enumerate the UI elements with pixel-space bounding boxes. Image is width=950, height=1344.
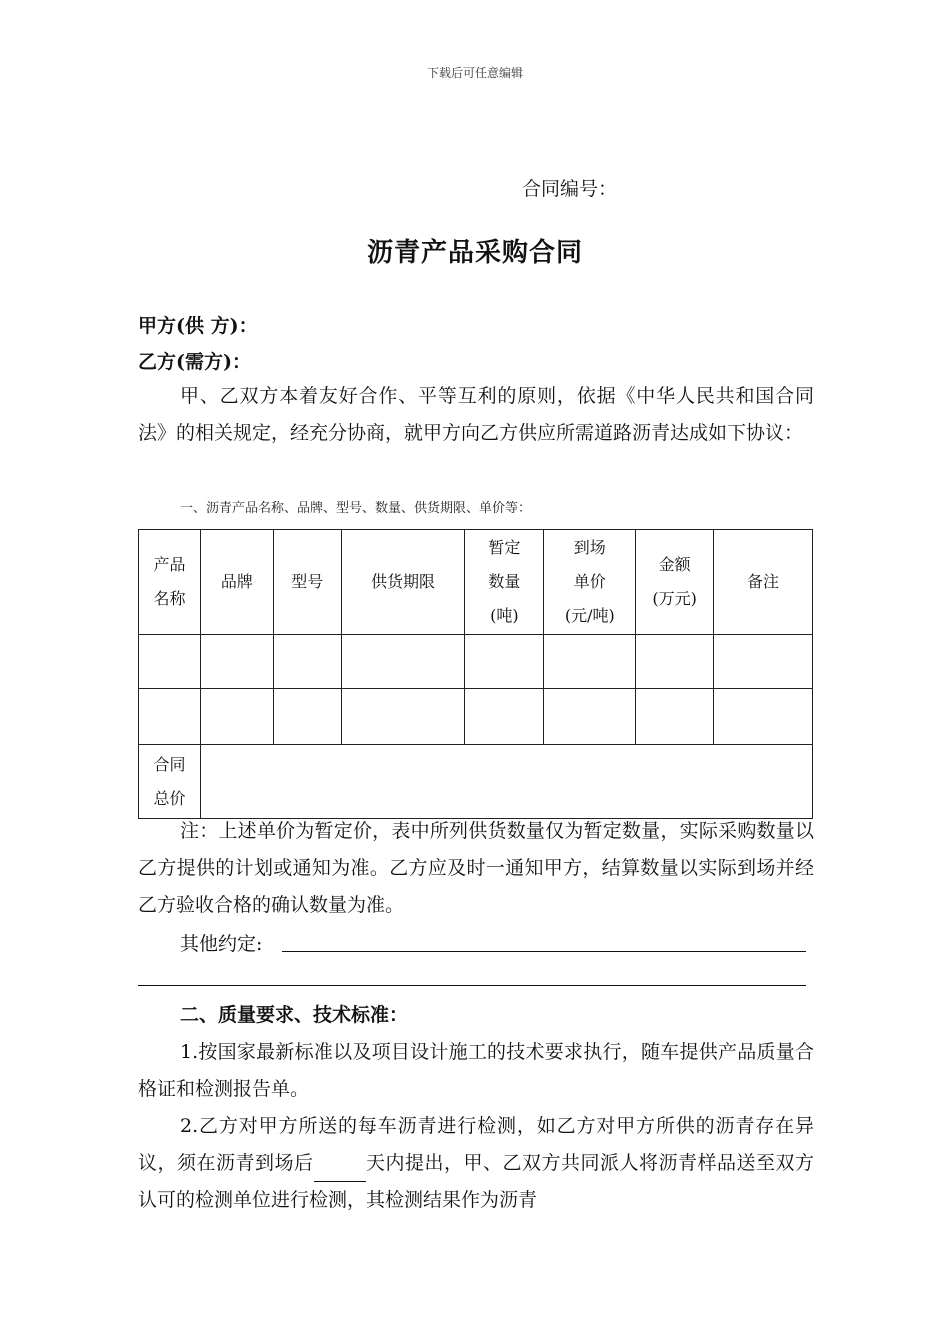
table-cell[interactable] bbox=[544, 635, 636, 689]
table-cell[interactable] bbox=[139, 689, 201, 745]
section2-item1: 1.按国家最新标准以及项目设计施工的技术要求执行，随车提供产品质量合格证和检测报告单。 bbox=[138, 1041, 814, 1100]
table-cell[interactable] bbox=[465, 635, 544, 689]
header-product-name: 产品 名称 bbox=[139, 530, 201, 635]
section2-heading: 二、质量要求、技术标准： bbox=[180, 1004, 409, 1026]
header-model: 型号 bbox=[273, 530, 341, 635]
section2-item2: 2.乙方对甲方所送的每车沥青进行检测，如乙方对甲方所供的沥青存在异议，须在沥青到场后 天内提出，甲、乙双方共同派人将沥青样品送至双方认可的检测单位进行检测，其检测结果作为沥青 bbox=[138, 1115, 814, 1211]
header-supply-period: 供货期限 bbox=[341, 530, 465, 635]
table-cell[interactable] bbox=[139, 635, 201, 689]
party-a-label: 甲方(供 方)： bbox=[138, 315, 258, 337]
document-title: 沥青产品采购合同 bbox=[366, 238, 583, 268]
product-table bbox=[138, 529, 813, 819]
days-blank[interactable] bbox=[314, 1159, 366, 1182]
table-cell[interactable] bbox=[714, 689, 813, 745]
header-brand: 品牌 bbox=[200, 530, 273, 635]
table-cell[interactable] bbox=[544, 689, 636, 745]
table-cell[interactable] bbox=[273, 635, 341, 689]
total-label: 合同 总价 bbox=[139, 745, 201, 819]
table-cell[interactable] bbox=[200, 635, 273, 689]
header-remarks: 备注 bbox=[714, 530, 813, 635]
note-paragraph: 注：上述单价为暂定价，表中所列供货数量仅为暂定数量，实际采购数量以乙方提供的计划或通知为准。乙方应及时一通知甲方，结算数量以实际到场并经乙方验收合格的确认数量为准。 bbox=[138, 820, 814, 916]
header-quantity: 暂定 数量 (吨) bbox=[465, 530, 544, 635]
other-agreement-line-2[interactable] bbox=[138, 985, 806, 986]
table-cell[interactable] bbox=[636, 635, 714, 689]
section1-heading: 一、沥青产品名称、品牌、型号、数量、供货期限、单价等： bbox=[180, 501, 532, 516]
other-agreement-line-1[interactable] bbox=[282, 951, 806, 952]
table-cell[interactable] bbox=[341, 689, 465, 745]
table-cell[interactable] bbox=[714, 635, 813, 689]
table-cell[interactable] bbox=[200, 689, 273, 745]
other-agreement-label: 其他约定: bbox=[180, 933, 263, 955]
table-cell[interactable] bbox=[341, 635, 465, 689]
table-cell[interactable] bbox=[636, 689, 714, 745]
table-row bbox=[139, 635, 813, 689]
table-header-row bbox=[139, 530, 813, 635]
table-cell[interactable] bbox=[465, 689, 544, 745]
table-row bbox=[139, 689, 813, 745]
table-cell[interactable] bbox=[273, 689, 341, 745]
table-total-row bbox=[139, 745, 813, 819]
header-unit-price: 到场 单价 (元/吨) bbox=[544, 530, 636, 635]
contract-number-label: 合同编号： bbox=[522, 178, 618, 200]
party-b-label: 乙方(需方)： bbox=[138, 351, 251, 373]
intro-paragraph: 甲、乙双方本着友好合作、平等互利的原则，依据《中华人民共和国合同法》的相关规定，经充分协商，就甲方向乙方供应所需道路沥青达成如下协议： bbox=[138, 385, 814, 444]
header-amount: 金额 (万元) bbox=[636, 530, 714, 635]
page-header-note: 下载后可任意编辑 bbox=[426, 66, 523, 80]
total-value-cell[interactable] bbox=[200, 745, 812, 819]
